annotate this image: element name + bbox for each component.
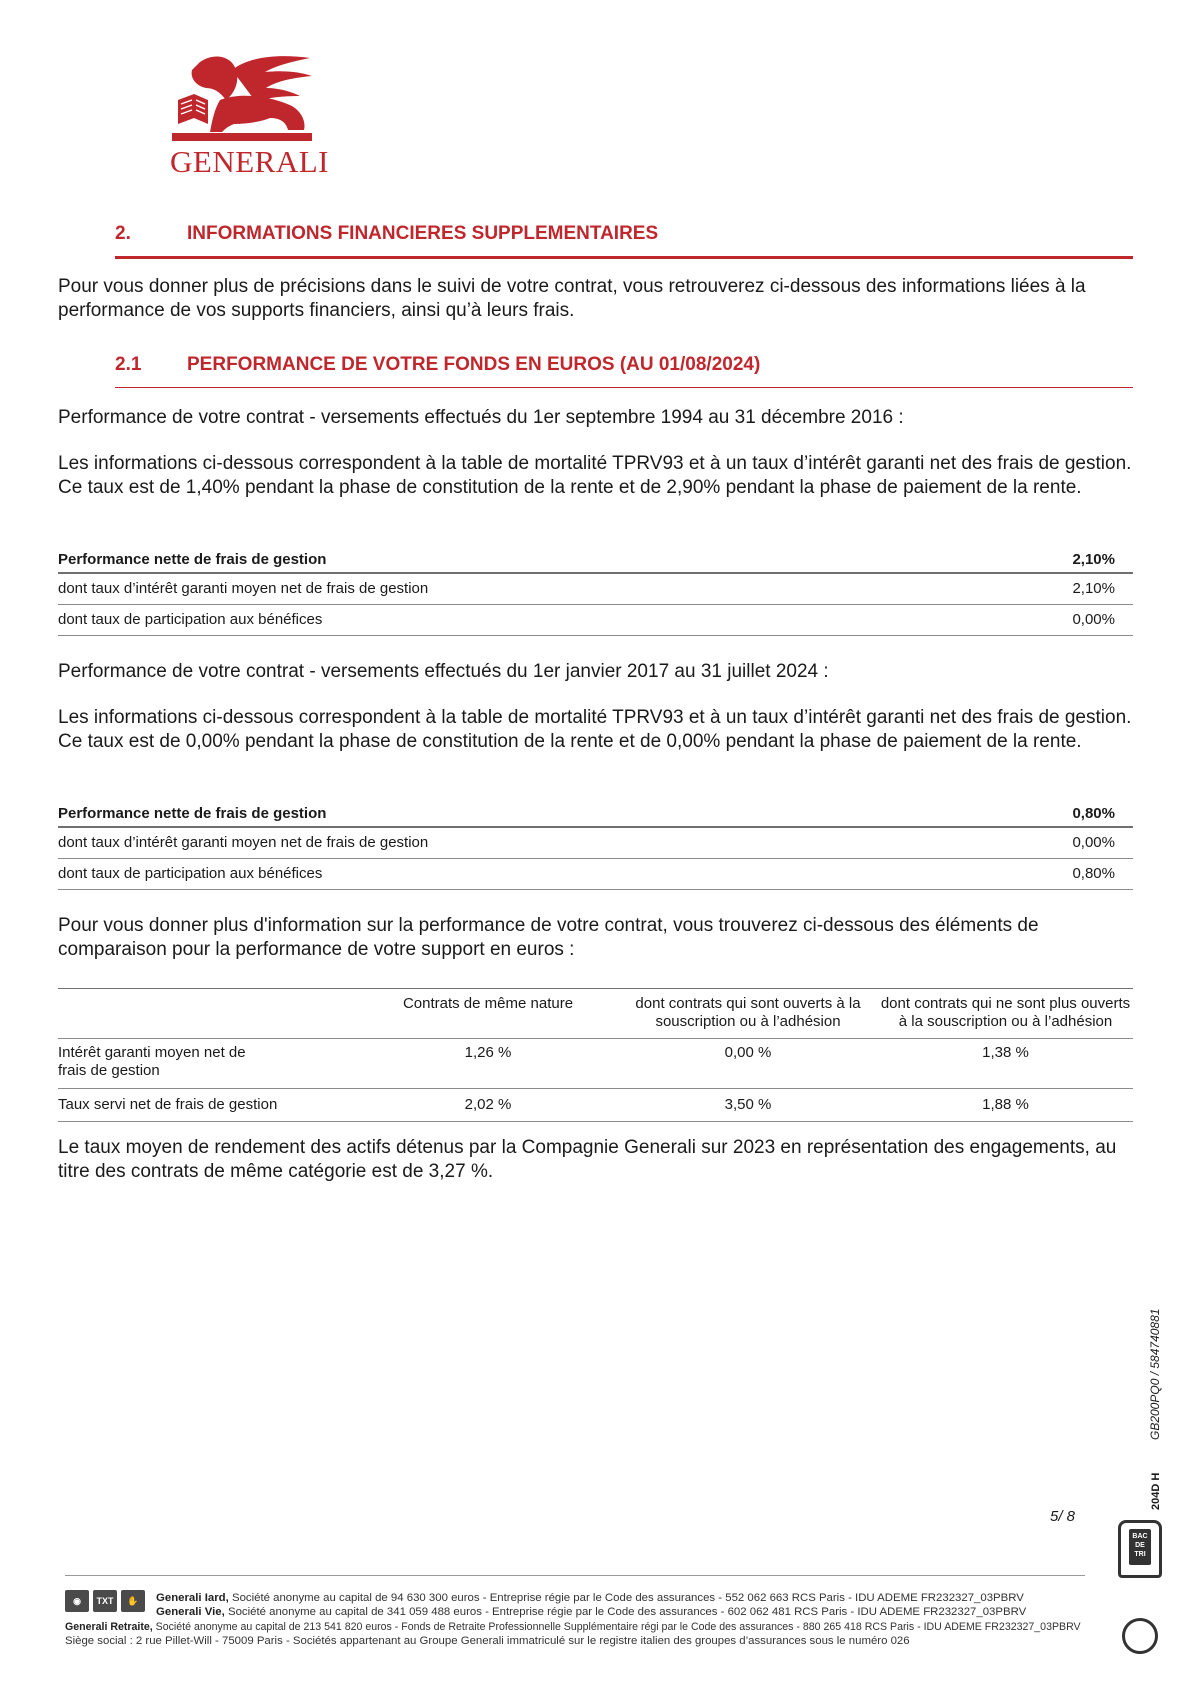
footer-divider	[65, 1575, 1085, 1576]
period-1-text: Les informations ci-dessous correspondent à la table de mortalité TPRV93 et à un taux d’intérêt garanti net des frais de gestion. Ce taux est de 1,40% pendant la phase de constitution de la rente et de 2,90% pendant la phase de paiement de la rente.	[58, 453, 1132, 498]
table-row	[58, 1039, 1133, 1089]
section-2-1-heading	[115, 354, 1133, 388]
table-row	[58, 1089, 1133, 1122]
table-row	[58, 573, 1133, 604]
row-value: 0,00 %	[618, 1039, 878, 1089]
legal-footer	[65, 1591, 1095, 1648]
table-row	[58, 827, 1133, 858]
recycling-bin-icon	[1118, 1520, 1162, 1578]
period-1-heading: Performance de votre contrat - versements effectués du 1er septembre 1994 au 31 décembre 2016 :	[58, 407, 904, 428]
logo-wordmark: GENERALI	[170, 144, 329, 179]
header-col-3: dont contrats qui ne sont plus ouverts à la souscription ou à l’adhésion	[878, 989, 1133, 1039]
document-code: 204D H	[1150, 1472, 1162, 1510]
header-empty	[58, 989, 358, 1039]
period-2-heading: Performance de votre contrat - versements effectués du 1er janvier 2017 au 31 juillet 2024 :	[58, 661, 829, 682]
table-row	[58, 604, 1133, 635]
row-value: 2,10%	[982, 573, 1133, 604]
table-row	[58, 858, 1133, 889]
yield-note: Le taux moyen de rendement des actifs détenus par la Compagnie Generali sur 2023 en représentation des engagements, au titre des contrats de même catégorie est de 3,27 %.	[58, 1137, 1117, 1182]
row-value: 1,38 %	[878, 1039, 1133, 1089]
row-value: 1,88 %	[878, 1089, 1133, 1122]
row-label: Performance nette de frais de gestion	[58, 800, 982, 827]
period-2-text: Les informations ci-dessous correspondent à la table de mortalité TPRV93 et à un taux d’intérêt garanti net des frais de gestion. Ce taux est de 0,00% pendant la phase de constitution de la rente et de 0,00% pendant la phase de paiement de la rente.	[58, 707, 1132, 752]
performance-table-2	[58, 800, 1133, 890]
row-label: dont taux d’intérêt garanti moyen net de frais de gestion	[58, 573, 982, 604]
document-reference: GB200PQ0 / 584740881	[1148, 1308, 1162, 1440]
comparison-intro: Pour vous donner plus d'information sur la performance de votre contrat, vous trouverez ci-dessous des éléments de comparaison pour la performance de votre support en euros :	[58, 915, 1039, 960]
row-value: 0,80%	[982, 800, 1133, 827]
comparison-table	[58, 988, 1133, 1122]
row-value: 0,00%	[982, 827, 1133, 858]
page-number: 5/ 8	[1050, 1508, 1076, 1525]
row-label: Intérêt garanti moyen net de frais de gestion	[58, 1039, 358, 1089]
bac-de-tri-label: BAC DE TRI	[1129, 1529, 1151, 1565]
table-row	[58, 800, 1133, 827]
section-2-1-title: PERFORMANCE DE VOTRE FONDS EN EUROS (AU 01/08/2024)	[187, 354, 761, 375]
row-value: 0,80%	[982, 858, 1133, 889]
intro-paragraph: Pour vous donner plus de précisions dans le suivi de votre contrat, vous retrouverez ci-dessous des informations liées à la performance de vos supports financiers, ainsi qu’à leurs frais.	[58, 276, 1086, 321]
section-2-heading	[115, 223, 1133, 259]
lion-emblem-icon	[170, 52, 320, 144]
footer-line-retraite: Generali Retraite, Société anonyme au capital de 213 541 820 euros - Fonds de Retraite Professionnelle Supplémentaire régi par le Code des assurances - 880 265 418 RCS Paris - IDU ADEME FR232327_03PBRV	[65, 1620, 1081, 1633]
row-label: dont taux de participation aux bénéfices	[58, 604, 982, 635]
hearing-icon: ◉	[65, 1590, 89, 1612]
row-value: 0,00%	[982, 604, 1133, 635]
txt-icon: TXT	[93, 1590, 117, 1612]
header-col-2: dont contrats qui sont ouverts à la souscription ou à l’adhésion	[618, 989, 878, 1039]
row-label: Performance nette de frais de gestion	[58, 546, 982, 573]
row-label: Taux servi net de frais de gestion	[58, 1089, 358, 1122]
generali-logo	[170, 52, 329, 182]
sign-language-icon: ✋	[121, 1590, 145, 1612]
row-value: 2,10%	[982, 546, 1133, 573]
footer-line-vie: Generali Vie, Société anonyme au capital de 341 059 488 euros - Entreprise régie par le Code des assurances - 602 062 481 RCS Paris - IDU ADEME FR232327_03PBRV	[156, 1606, 1027, 1619]
performance-table-1	[58, 546, 1133, 636]
row-value: 2,02 %	[358, 1089, 618, 1122]
footer-line-siege: Siège social : 2 rue Pillet-Will - 75009 Paris - Sociétés appartenant au Groupe Generali immatriculé sur le registre italien des groupes d’assurances sous le numéro 026	[65, 1634, 910, 1647]
table-row	[58, 546, 1133, 573]
section-2-title: INFORMATIONS FINANCIERES SUPPLEMENTAIRES	[187, 223, 659, 244]
section-2-number: 2.	[115, 223, 131, 244]
row-value: 3,50 %	[618, 1089, 878, 1122]
triman-icon	[1122, 1618, 1158, 1654]
section-2-1-number: 2.1	[115, 354, 142, 375]
footer-line-iard: Generali Iard, Société anonyme au capital de 94 630 300 euros - Entreprise régie par le Code des assurances - 552 062 663 RCS Paris - IDU ADEME FR232327_03PBRV	[156, 1592, 1024, 1604]
header-col-1: Contrats de même nature	[358, 989, 618, 1039]
row-value: 1,26 %	[358, 1039, 618, 1089]
comparison-header-row	[58, 989, 1133, 1039]
row-label: dont taux d’intérêt garanti moyen net de frais de gestion	[58, 827, 982, 858]
row-label: dont taux de participation aux bénéfices	[58, 858, 982, 889]
